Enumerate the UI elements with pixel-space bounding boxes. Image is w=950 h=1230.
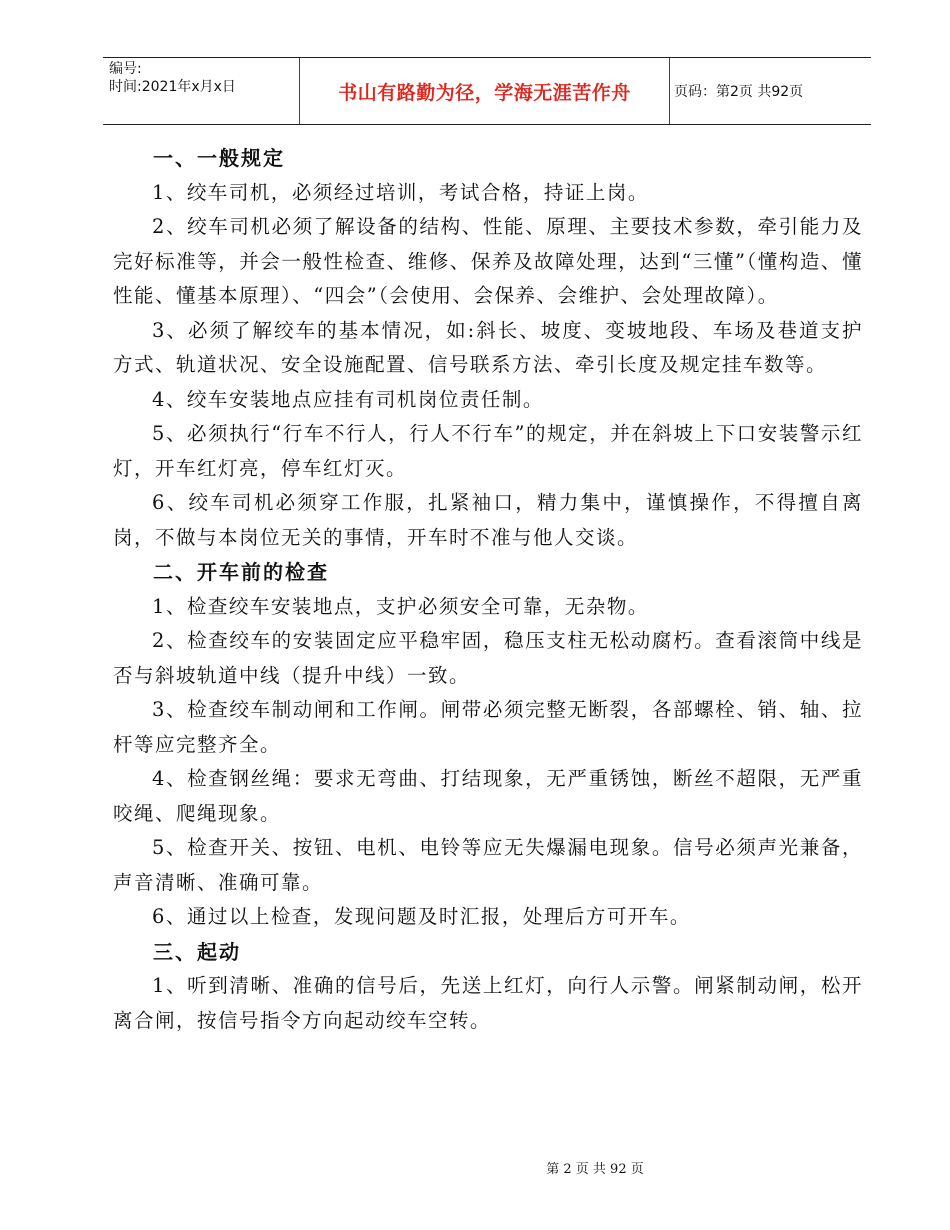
paragraph: 5、检查开关、按钮、电机、电铃等应无失爆漏电现象。信号必须声光兼备，声音清晰、准确可靠。 [113, 836, 863, 894]
paragraph: 2、检查绞车的安装固定应平稳牢固，稳压支柱无松动腐朽。查看滚筒中线是否与斜坡轨道中线（提升中线）一致。 [113, 629, 863, 687]
header-motto: 书山有路勤为径，学海无涯苦作舟 [338, 81, 631, 104]
paragraph: 5、必须执行“行车不行人，行人不行车”的规定，并在斜坡上下口安装警示红灯，开车红灯亮，停车红灯灭。 [113, 422, 863, 480]
paragraph: 1、绞车司机，必须经过培训，考试合格，持证上岗。 [152, 180, 649, 204]
paragraph: 6、通过以上检查，发现问题及时汇报，处理后方可开车。 [152, 905, 691, 928]
paragraph: 4、检查钢丝绳：要求无弯曲、打结现象，无严重锈蚀，断丝不超限，无严重咬绳、爬绳现象。 [113, 767, 863, 825]
header-meta-cell [103, 58, 300, 124]
section-title: 三、起动 [153, 939, 241, 964]
document-body [113, 141, 863, 1038]
page-header [103, 57, 871, 125]
paragraph: 1、听到清晰、准确的信号后，先送上红灯，向行人示警。闸紧制动闸，松开离合闸，按信号指令方向起动绞车空转。 [113, 974, 863, 1032]
paragraph: 6、绞车司机必须穿工作服，扎紧袖口，精力集中，谨慎操作，不得擅自离岗，不做与本岗位无关的事情，开车时不准与他人交谈。 [113, 491, 863, 549]
document-time-label: 时间:2021年x月x日 [109, 79, 236, 95]
section-title: 一、一般规定 [153, 146, 285, 170]
page-footer [0, 1158, 950, 1177]
document-number-label: 编号: [109, 61, 142, 77]
paragraph: 3、检查绞车制动闸和工作闸。闸带必须完整无断裂，各部螺栓、销、轴、拉杆等应完整齐全。 [113, 698, 863, 756]
paragraph: 2、绞车司机必须了解设备的结构、性能、原理、主要技术参数，牵引能力及完好标准等，并会一般性检查、维修、保养及故障处理，达到“三懂”（懂构造、懂性能、懂基本原理）、“四会”（会使用、会保养、会维护、会处理故障）。 [113, 215, 863, 307]
section-title: 二、开车前的检查 [153, 560, 329, 584]
header-page-cell [670, 58, 875, 124]
footer-page-number: 第 2 页 共 92 页 [546, 1162, 644, 1177]
header-motto-cell [300, 58, 670, 124]
paragraph: 1、检查绞车安装地点，支护必须安全可靠，无杂物。 [152, 594, 649, 618]
paragraph: 4、绞车安装地点应挂有司机岗位责任制。 [152, 387, 544, 411]
paragraph: 3、必须了解绞车的基本情况，如:斜长、坡度、变坡地段、车场及巷道支护方式、轨道状况、安全设施配置、信号联系方法、牵引长度及规定挂车数等。 [113, 318, 863, 376]
header-page-number: 页码：第2页 共92页 [674, 84, 804, 100]
